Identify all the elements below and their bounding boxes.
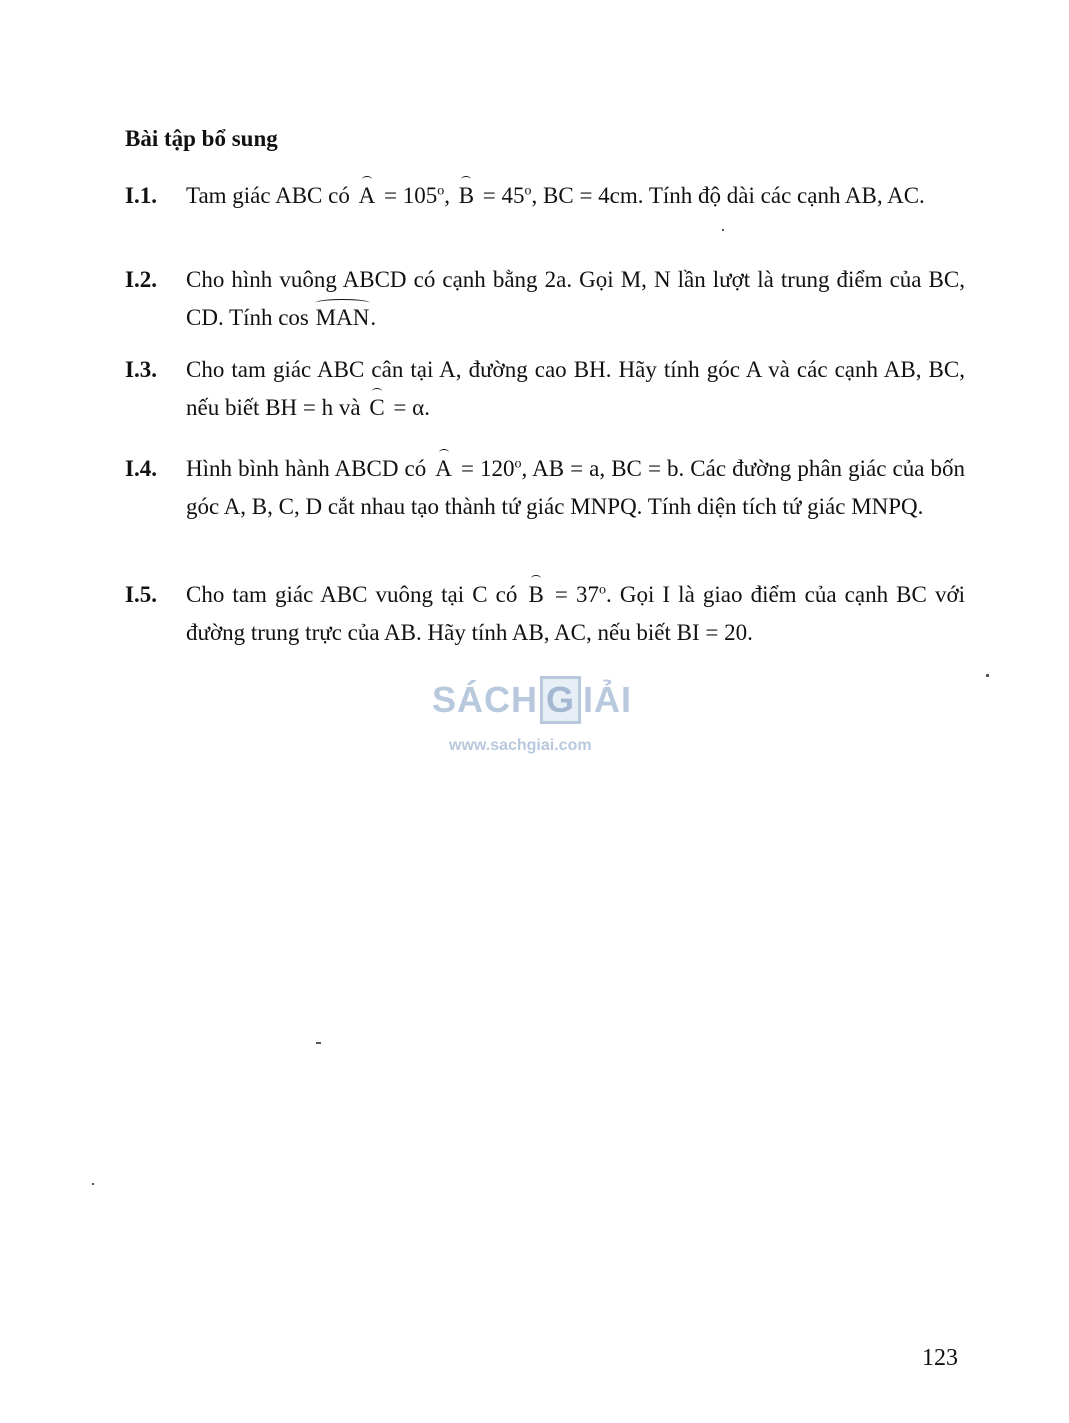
exercise-2 bbox=[125, 261, 965, 337]
scan-speck bbox=[986, 674, 989, 677]
watermark-url: www.sachgiai.com bbox=[449, 737, 592, 754]
angle-b: B bbox=[456, 177, 477, 215]
angle-c: C bbox=[366, 389, 387, 427]
section-title: Bài tập bổ sung bbox=[125, 126, 278, 151]
exercise-number: I.4. bbox=[125, 456, 157, 481]
watermark-logo: SÁCH G IẢI bbox=[432, 676, 632, 724]
exercise-text: Cho hình vuông ABCD có cạnh bằng 2a. Gọi M, N lần lượt là trung điểm của BC, CD. Tính cos MAN. bbox=[186, 261, 965, 337]
scan-speck bbox=[722, 229, 724, 231]
exercise-3 bbox=[125, 351, 965, 427]
exercise-5 bbox=[125, 576, 965, 652]
angle-a: A bbox=[356, 177, 379, 215]
exercise-number: I.1. bbox=[125, 183, 157, 208]
exercise-number: I.3. bbox=[125, 357, 157, 382]
angle-a: A bbox=[432, 450, 455, 488]
angle-b: B bbox=[525, 576, 546, 614]
exercise-1 bbox=[125, 177, 965, 215]
exercise-text: Cho tam giác ABC cân tại A, đường cao BH. Hãy tính góc A và các cạnh AB, BC, nếu biết BH = h và C = α. bbox=[186, 351, 965, 427]
angle-man: MAN bbox=[315, 299, 371, 337]
exercise-text: Hình bình hành ABCD có $A = 120^o$, AB = a, BC = b. Các đường phân giác của bốn góc A, B, C, D cắt nhau tạo thành tứ giác MNPQ. Tính diện tích tứ giác MNPQ. bbox=[186, 450, 965, 526]
page-number: 123 bbox=[922, 1345, 958, 1371]
exercise-number: I.5. bbox=[125, 582, 157, 607]
exercise-4 bbox=[125, 450, 965, 526]
watermark bbox=[432, 662, 642, 762]
exercise-text: Tam giác ABC có $A = 105^o$, $B = 45^o$, BC = 4cm. Tính độ dài các cạnh AB, AC. bbox=[186, 177, 965, 215]
scan-speck bbox=[316, 1042, 321, 1044]
exercise-text: Cho tam giác ABC vuông tại C có $B = 37^o$. Gọi I là giao điểm của cạnh BC với đường trung trực của AB. Hãy tính AB, AC, nếu biết BI = 20. bbox=[186, 576, 965, 652]
exercise-number: I.2. bbox=[125, 267, 157, 292]
scan-speck bbox=[92, 1183, 94, 1185]
